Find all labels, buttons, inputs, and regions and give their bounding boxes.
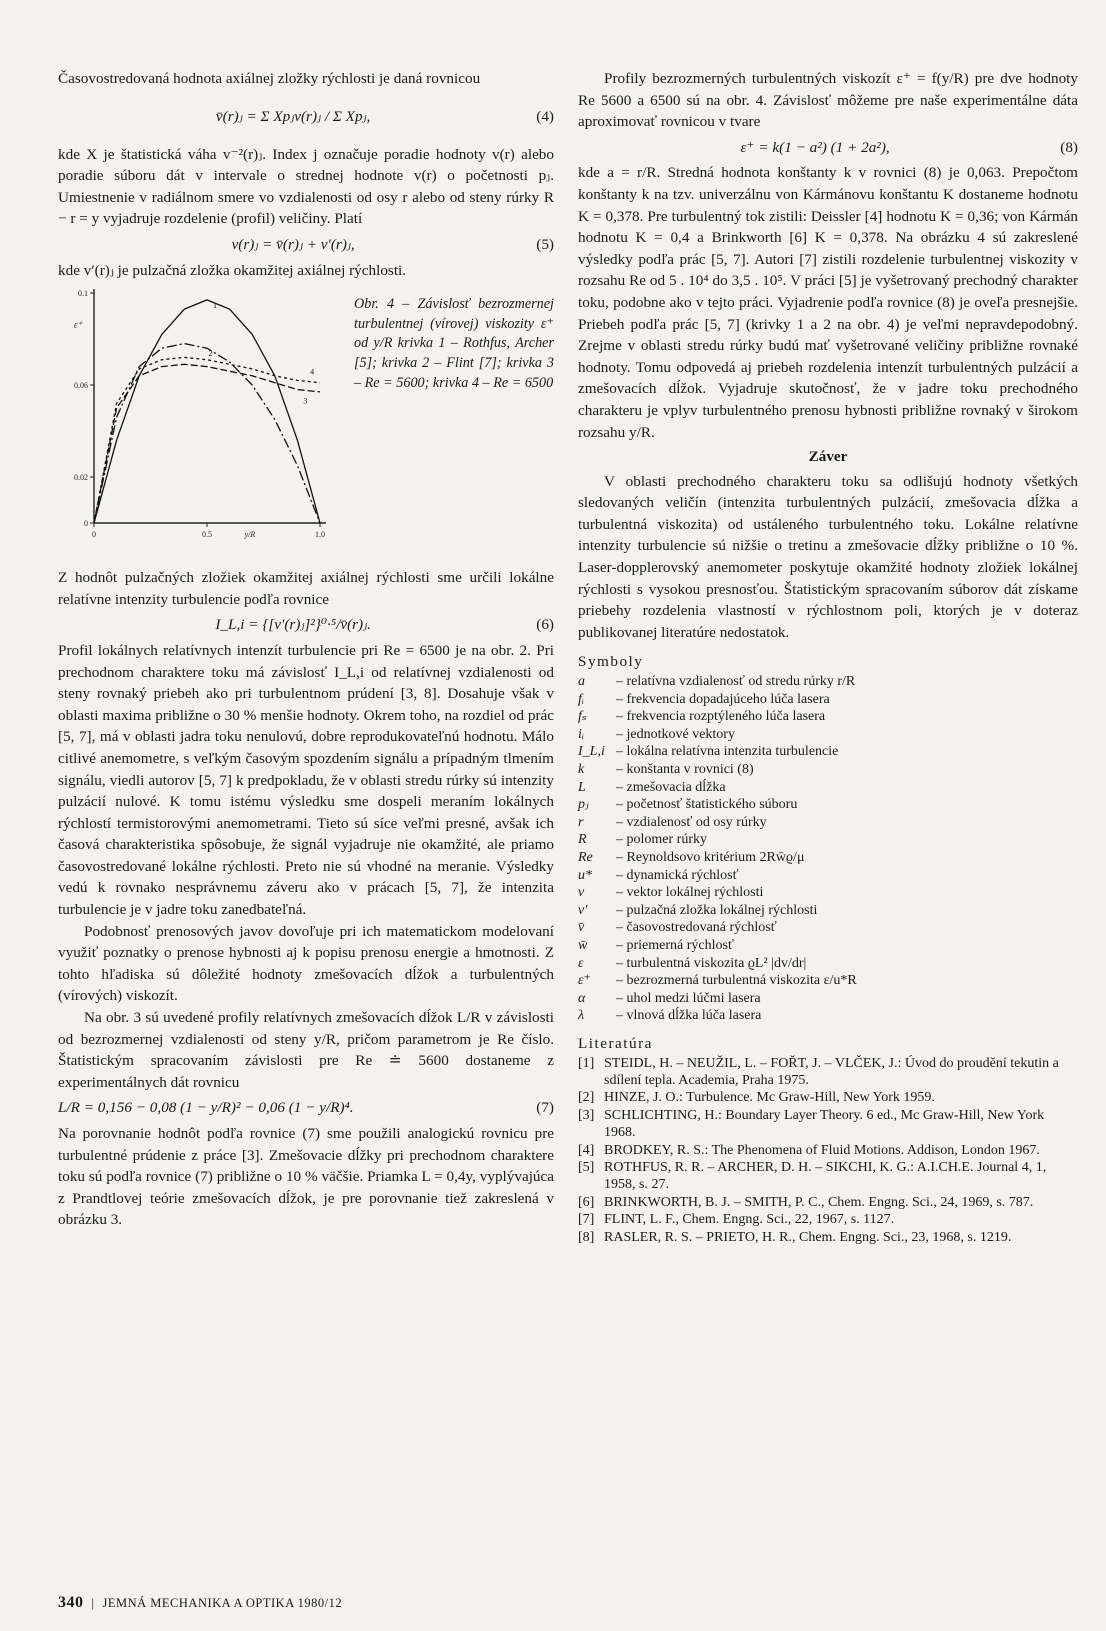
symbol-description: – turbulentná viskozita ϱL² |dv/dr| [616, 955, 807, 971]
symbol: a [578, 674, 585, 690]
paragraph: Profily bezrozmerných turbulentných viskozít ε⁺ = f(y/R) pre dve hodnoty Re 5600 a 6500 sú na obr. 4. Závislosť môžeme pre naše experimentálne dáta aproximovať rovnicou v tvare [578, 70, 1078, 131]
symbol-description: – bezrozmerná turbulentná viskozita ε/u*R [616, 973, 857, 989]
reference-item [578, 1089, 1078, 1106]
reference-key: [1] [578, 1055, 595, 1071]
symbol-description: – vektor lokálnej rýchlosti [616, 885, 764, 901]
symbol-row [578, 708, 1078, 726]
equation: ε⁺ = k(1 − a²) (1 + 2a²), [740, 138, 890, 156]
equation-number: (4) [536, 107, 554, 125]
symbol-description: – pulzačná zložka lokálnej rýchlosti [616, 902, 818, 918]
paragraph: Na porovnanie hodnôt podľa rovnice (7) sme použili analogickú rovnicu pre turbulentné prúdenie z práce [3]. Zmešovacie dĺžky pri prechodnom charaktere toku sú podľa rovnice (7) približne o 10 % väčšie. Priamka L = 0,4y, vyplývajúca z Prandtlovej teórie zmešovacích dĺžok, je pre porovnanie tiež zakreslená v obrázku 3. [58, 1125, 554, 1229]
symbol-row [578, 831, 1078, 849]
symbol: r [578, 814, 584, 830]
symbol-description: – početnosť štatistického súboru [616, 797, 798, 813]
reference-item [578, 1229, 1078, 1246]
equation: L/R = 0,156 − 0,08 (1 − y/R)² − 0,06 (1 − y/R)⁴. [58, 1099, 354, 1117]
equation-number: (6) [536, 616, 554, 634]
symbol-row [578, 937, 1078, 955]
symbol: v̄ [578, 920, 585, 936]
symbol-row [578, 761, 1078, 779]
figure-4 [58, 287, 554, 557]
reference-item [578, 1159, 1078, 1194]
symbol: α [578, 990, 586, 1006]
symbol-description: – relatívna vzdialenosť od stredu rúrky r/R [616, 674, 856, 690]
paragraph: kde X je štatistická váha v⁻²(r)ⱼ. Index j označuje poradie hodnoty v(r) alebo poradie súboru dát v intervale o strednej hodnote v(r) o početnosti pⱼ. Umiestnenie v radiálnom smere vo vzdialenosti od osy r alebo od steny rúrky R − r = y vyjadruje rozdelenie (profil) veličiny. Platí [58, 145, 554, 228]
series-label-1: 1 [213, 301, 217, 311]
symbol: λ [578, 1008, 585, 1024]
symbol-description: – Reynoldsovo kritérium 2Rw̄ϱ/μ [616, 849, 805, 865]
symbol-row [578, 884, 1078, 902]
equation: I_L,i = {[v′(r)ⱼ]²}⁰·⁵/v̄(r)ⱼ. [215, 616, 371, 634]
symbol: fₛ [578, 709, 587, 725]
equation: v̄(r)ⱼ = Σ Xpⱼv(r)ⱼ / Σ Xpⱼ, [215, 107, 371, 125]
reference-text: HINZE, J. O.: Turbulence. Mc Graw-Hill, New York 1959. [604, 1090, 935, 1106]
equation-6 [58, 614, 554, 636]
journal-name: JEMNÁ MECHANIKA A OPTIKA 1980/12 [102, 1596, 343, 1610]
symbol-row [578, 919, 1078, 937]
symbol: ε [578, 955, 584, 971]
symbol-row [578, 955, 1078, 973]
paragraph: Z hodnôt pulzačných zložiek okamžitej axiálnej rýchlosti sme určili lokálne relatívne intenzity turbulencie podľa rovnice [58, 569, 554, 608]
symbol-description: – frekvencia rozptýleného lúča lasera [616, 709, 826, 725]
y-tick-label: 0.02 [74, 473, 88, 483]
paragraph: V oblasti prechodného charakteru toku sa odlišujú hodnoty všetkých sledovaných veličín (intenzita turbulentných pulzácií, zmešovacia dĺžka a turbulentná viskozita) od ustáleného turbulentného toku. Lokálne relatívne intenzity turbulencie sú nižšie o tretinu a zmešovacie dĺžky približne o 10 %. Laser-dopplerovský anemometer poskytuje okamžité hodnoty zložiek lokálnej rýchlosti s vysokou presnosťou. Štatistickým spracovaním súborov dát získame priebehy rozdelenia vlastností v rýchlostnom poli, ktorých je v doteraz publikovanej literatúre nedostatok. [578, 472, 1078, 641]
reference-text: ROTHFUS, R. R. – ARCHER, D. H. – SIKCHI, K. G.: A.I.CH.E. Journal 4, 1, 1958, s. 27. [604, 1159, 1047, 1193]
reference-key: [2] [578, 1090, 595, 1106]
right-column [578, 68, 1078, 1246]
reference-item [578, 1055, 1078, 1090]
reference-item [578, 1107, 1078, 1142]
symbol-description: – frekvencia dopadajúceho lúča lasera [616, 691, 830, 707]
equation-7 [58, 1097, 554, 1119]
section-heading-zaver: Záver [808, 448, 848, 466]
reference-text: STEIDL, H. – NEUŽIL, L. – FOŘT, J. – VLČEK, J.: Úvod do proudění tekutin a sdílení tepla. Academia, Praha 1975. [604, 1055, 1059, 1088]
references-list [578, 1055, 1078, 1246]
reference-key: [5] [578, 1159, 595, 1175]
symbol: fᵢ [578, 691, 585, 707]
paragraph: Podobnosť prenosových javov dovoľuje pri ich matematickom modelovaní využiť poznatky o prenose hybnosti aj k popisu prenosu energie a hmotnosti. Z tohto hľadiska sú dôležité hodnoty zmešovacích dĺžok a turbulentných (vírových) viskozít. [58, 922, 554, 1005]
symbol-description: – dynamická rýchlosť [616, 867, 739, 883]
y-tick-label: 0.06 [74, 381, 88, 391]
reference-key: [8] [578, 1229, 595, 1245]
symbol: v⃗ [578, 885, 596, 901]
symbol-row [578, 743, 1078, 761]
x-tick-label: 0.5 [202, 530, 212, 540]
equation-number: (5) [536, 235, 554, 253]
symbol-description: – uhol medzi lúčmi lasera [616, 990, 761, 1006]
x-axis-label: y/R [244, 530, 256, 540]
equation-number: (7) [536, 1099, 554, 1117]
page-footer: 340 | JEMNÁ MECHANIKA A OPTIKA 1980/12 [58, 1594, 343, 1611]
symbol: R [578, 832, 587, 848]
equation-8 [578, 137, 1078, 159]
symbol: ε⁺ [578, 973, 591, 989]
symbol: w̄ [578, 937, 588, 953]
reference-key: [6] [578, 1194, 595, 1210]
symbol: I_L,i [578, 744, 605, 760]
left-column [58, 68, 554, 1231]
symbol: k [578, 762, 585, 777]
equation-number: (8) [1060, 138, 1078, 156]
symbol: pⱼ [578, 797, 589, 813]
symbol: L [578, 779, 586, 795]
symbol-row [578, 902, 1078, 920]
reference-text: FLINT, L. F., Chem. Engng. Sci., 22, 1967, s. 1127. [604, 1212, 895, 1228]
reference-item [578, 1211, 1078, 1228]
paragraph: kde v′(r)ⱼ je pulzačná zložka okamžitej axiálnej rýchlosti. [58, 261, 407, 279]
reference-text: RASLER, R. S. – PRIETO, H. R., Chem. Engng. Sci., 23, 1968, s. 1219. [604, 1229, 1012, 1245]
symbol-row [578, 673, 1078, 691]
symbol-row [578, 691, 1078, 709]
symbol: u* [578, 867, 592, 883]
y-tick-label: 0.1 [78, 289, 88, 299]
symbol: Re [578, 849, 593, 865]
reference-item [578, 1142, 1078, 1159]
symbol-description: – polomer rúrky [616, 832, 707, 848]
figure-caption: Obr. 4 – Závislosť bezrozmernej turbulentnej (vírovej) viskozity ε⁺ od y/R krivka 1 – Rothfus, Archer [5]; krivka 2 – Flint [7]; krivka 3 – Re = 5600; krivka 4 – Re = 6500 [354, 296, 554, 391]
paragraph: Časovostredovaná hodnota axiálnej zložky rýchlosti je daná rovnicou [58, 70, 481, 87]
reference-key: [7] [578, 1212, 595, 1228]
series-line-2 [94, 344, 320, 523]
symbol: v′ [578, 902, 588, 918]
symbol-description: – časovostredovaná rýchlosť [616, 920, 777, 936]
symbol-description: – konštanta v rovnici (8) [616, 762, 754, 777]
x-tick-label: 1.0 [315, 530, 325, 540]
section-heading-symboly: Symboly [578, 653, 644, 671]
reference-item [578, 1194, 1078, 1211]
symbol-description: – priemerná rýchlosť [616, 937, 734, 953]
series-label-2: 2 [208, 349, 213, 359]
symbol-row [578, 726, 1078, 744]
equation-4 [58, 94, 554, 140]
chart [58, 287, 348, 557]
symbol-row [578, 779, 1078, 797]
y-axis-label: ε⁺ [73, 319, 83, 330]
reference-key: [4] [578, 1142, 595, 1158]
paragraph: Na obr. 3 sú uvedené profily relatívnych zmešovacích dĺžok L/R v závislosti od bezrozmernej vzdialenosti od steny y/R, pričom parametrom je Re číslo. Štatistickým spracovaním závislosti pre Re ≐ 5600 dostaneme z experimentálnych dát rovnicu [58, 1009, 554, 1091]
series-label-4: 4 [310, 367, 315, 377]
symbol-description: – jednotkové vektory [616, 726, 735, 742]
paragraph: kde a = r/R. Stredná hodnota konštanty k v rovnici (8) je 0,063. Prepočtom konštanty k na tzv. univerzálnu von Kármánovu konštantu K dostaneme hodnotu K = 0,378. Pre turbulentný tok zistili: Deissler [4] hodnotu K = 0,36; von Kármán hodnotu K = 0,4 a Brinkworth [6] K = 0,378. Na obrázku 4 sú zakreslené výsledky podľa prác [5, 7]. Autori [7] zistili rozdelenie turbulentnej viskozity v rozsahu Re od 5 . 10⁴ do 3,5 . 10⁵. V práci [5] je vyšetrovaný prechodný charakter toku, podobne ako v tejto práci. Vyjadrenie podľa rovnice (8) je oveľa presnejšie. Priebeh podľa prác [5, 7] (krivky 1 a 2 na obr. 4) je veľmi nepravdepodobný. Zrejme v oblasti stredu rúrky budú mať vyšetrované veličiny približne rovnaké hodnoty. Tomu odpovedá aj priebeh rozdelenia intenzít turbulentných pulzácií a zmešovacích dĺžok. Vyjadruje skutočnosť, že v jadre toku prechodného charakteru je vplyv turbulentného prenosu hybnosti približne rovnaký v širokom rozsahu y/R. [578, 164, 1078, 441]
symbol-description: – vlnová dĺžka lúča lasera [616, 1008, 762, 1024]
symbol-row [578, 796, 1078, 814]
symbol: iᵢ [578, 726, 585, 742]
symbol-row [578, 849, 1078, 867]
y-tick-label: 0 [84, 519, 88, 529]
reference-key: [3] [578, 1107, 595, 1123]
series-line-1 [94, 300, 320, 523]
symbol-row [578, 1007, 1078, 1025]
reference-text: BRINKWORTH, B. J. – SMITH, P. C., Chem. Engng. Sci., 24, 1969, s. 787. [604, 1194, 1034, 1210]
paragraph: Profil lokálnych relatívnych intenzít turbulencie pri Re = 6500 je na obr. 2. Pri prechodnom charaktere toku má závislosť I_L,i od relatívnej vzdialenosti od steny rovnaký priebeh ako pri turbulentnom prúdení [3, 8]. Dosahuje však v oblasti maxima približne o 30 % menšie hodnoty. Okrem toho, na rozdiel od prác [5, 7], má v oblasti jadra toku nenulovú, dobre reprodukovateľnú hodnotu. Málo citlivé anemometre, s veľkým časovým spozdením signálu a prípadným tlmením signálu, viedli autorov [5, 7] k predpokladu, že v oblasti stredu rúrky sú intenzity pulzácií nulové. K tomu istému výsledku sme dospeli meraním lokálnych rýchlostí termistorovými anemometrami. Tieto sú síce veľmi presné, avšak ich časová charakteristika spôsobuje, že signál vyjadruje nie okamžité, ale priamo časovostredované lokálne rýchlosti. Preto nie sú vhodné na meranie. Výsledky vedú k rovnako nesprávnemu záveru ako v prácach [5, 7], že intenzita turbulencie je v jadre toku zanedbateľná. [58, 641, 554, 919]
symbol-description: – zmešovacia dĺžka [616, 779, 726, 795]
symbol-description: – lokálna relatívna intenzita turbulencie [616, 744, 839, 760]
section-heading-literatura: Literatúra [578, 1034, 653, 1052]
equation: v(r)ⱼ = v̄(r)ⱼ + v′(r)ⱼ, [231, 235, 355, 253]
reference-text: SCHLICHTING, H.: Boundary Layer Theory. 6 ed., Mc Graw-Hill, New York 1968. [604, 1107, 1045, 1141]
symbol-description: – vzdialenosť od osy rúrky [616, 814, 767, 830]
symbols-list [578, 673, 1078, 1025]
symbol-row [578, 972, 1078, 990]
page-number: 340 [58, 1594, 84, 1611]
x-tick-label: 0 [92, 530, 96, 540]
reference-text: BRODKEY, R. S.: The Phenomena of Fluid Motions. Addison, London 1967. [604, 1142, 1040, 1158]
symbol-row [578, 990, 1078, 1008]
series-line-4 [94, 358, 320, 524]
symbol-row [578, 814, 1078, 832]
symbol-row [578, 867, 1078, 885]
series-label-3: 3 [303, 396, 308, 406]
equation-5 [58, 234, 554, 256]
